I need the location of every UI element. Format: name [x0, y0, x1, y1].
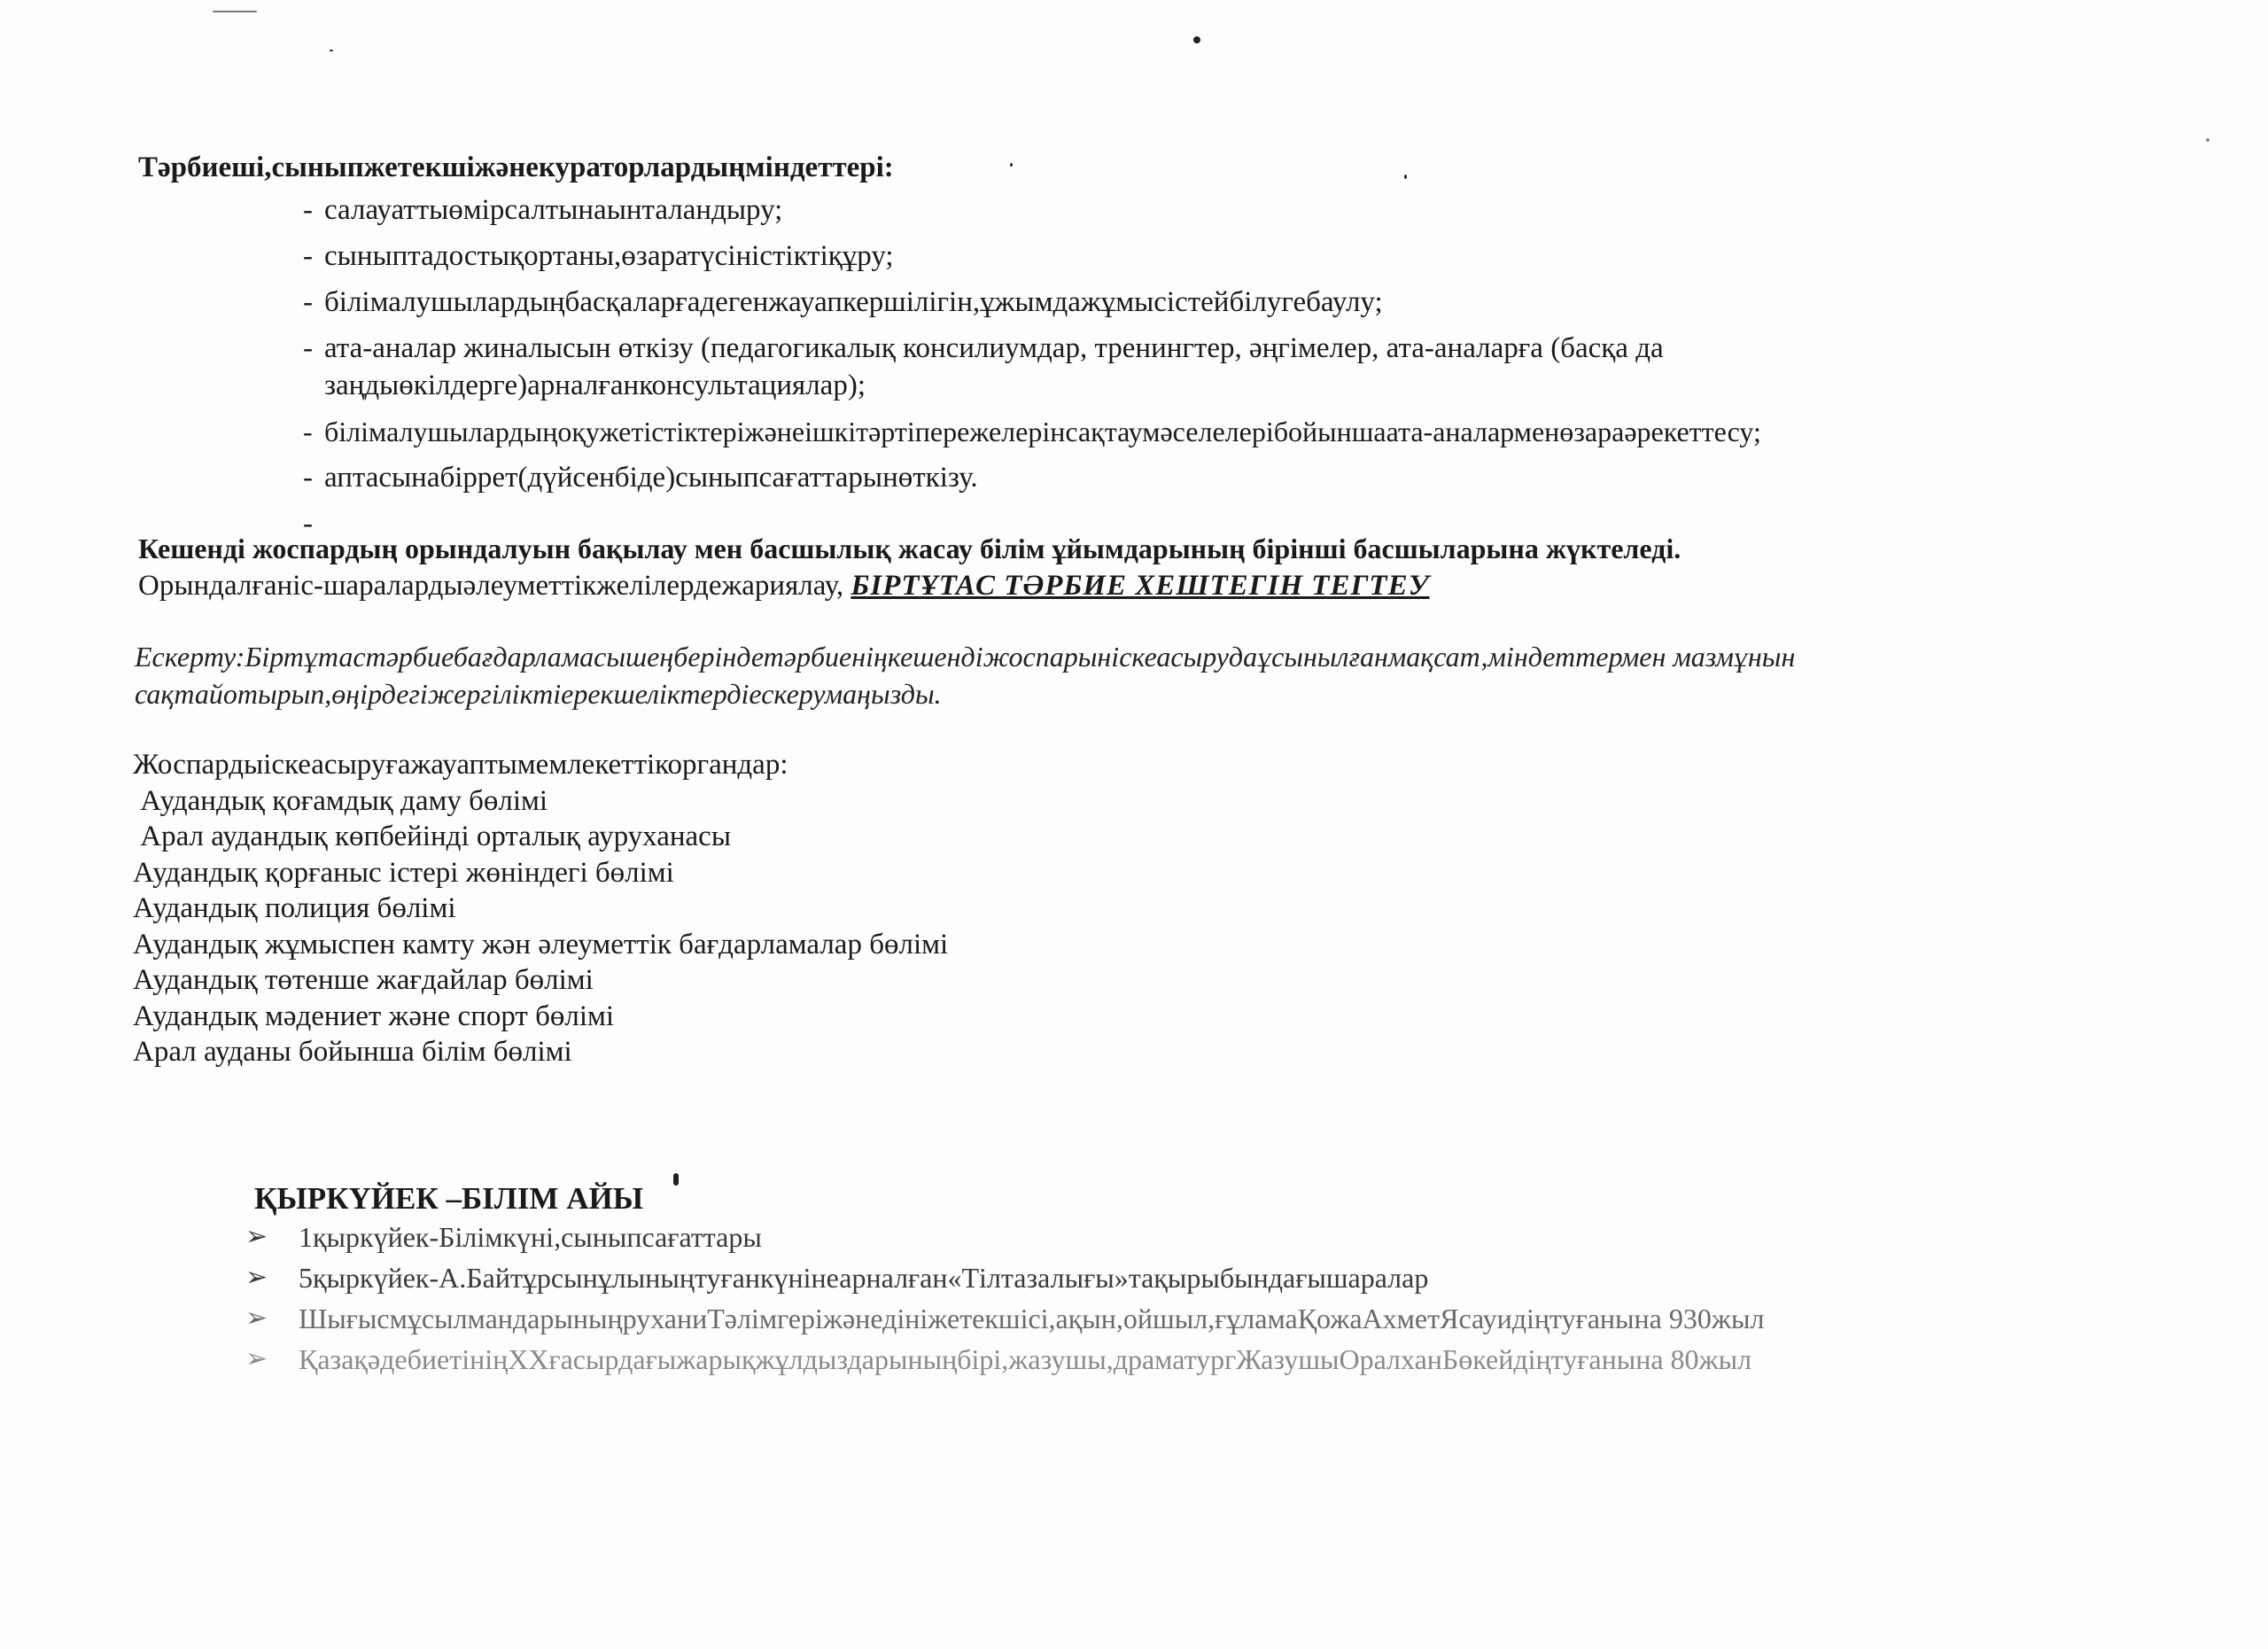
- scan-speck: [1010, 163, 1013, 167]
- duties-list-container: [303, 191, 1915, 540]
- scan-speck: [2206, 138, 2210, 142]
- agency-item: Аудандық мәдениет және спорт бөлімі: [133, 1000, 615, 1032]
- september-events-container: [245, 1217, 1764, 1380]
- agencies-title: Жоспардыіскеасыруғажауаптымемлекеттікоргандар:: [133, 749, 788, 781]
- agency-item: Аудандық полиция бөлімі: [133, 892, 456, 924]
- duty-item: - білімалушылардыңоқужетістіктеріжәнеішкітәртіпережелерінсақтаумәселелерібойыншаата-аналарменөзараәрекеттесу;: [303, 416, 1761, 447]
- publication-line: [138, 568, 1430, 604]
- event-item: ➢ ҚазақәдебиетініңXXғасырдағыжарықжұлдыздарыныңбірі,жазушы,драматургЖазушыОралханБөкейдіңтуғанына 80жыл: [245, 1339, 1764, 1380]
- duty-item: - аптасынабіррет(дүйсенбіде)сыныпсағаттарынөткізу.: [303, 462, 978, 494]
- event-item: ➢ 5қыркүйек-А.Байтұрсынұлыныңтуғанкүнінеарналған«Тілтазалығы»тақырыбындағышаралар: [245, 1257, 1764, 1298]
- arrow-bullet-icon: ➢: [245, 1303, 268, 1334]
- duty-item: - ата-аналар жиналысын өткізу (педагогикалық консилиумдар, тренингтер, әңгімелер, ата-аналарға (басқа да заңдыөкілдерге)арналғанконсультациялар);: [303, 332, 1664, 401]
- agency-item: Аудандық қоғамдық даму бөлімі: [133, 784, 548, 817]
- publication-text: Орындалғаніс-шаралардыәлеуметтікжелілердежариялау,: [138, 570, 851, 602]
- scan-speck: [1193, 36, 1200, 43]
- agencies-section: [133, 747, 948, 1070]
- arrow-bullet-icon: ➢: [245, 1262, 268, 1293]
- september-events: [245, 1217, 1764, 1380]
- duty-item: - сыныптадостықортаны,өзаратүсіністіктіқұру;: [303, 240, 894, 272]
- september-title: ҚЫРКҮЙЕК –БІЛІМ АЙЫ: [254, 1181, 644, 1216]
- hashtag-text: БІРТҰТАС ТӘРБИЕ ХЕШТЕГІН ТЕГТЕУ: [850, 570, 1430, 602]
- arrow-bullet-icon: ➢: [245, 1343, 268, 1374]
- duty-item: - білімалушылардыңбасқаларғадегенжауапкершілігін,ұжымдажұмысістейбілугебаулу;: [303, 286, 1383, 318]
- note-text: Ескерту:Біртұтастәрбиебағдарламасышеңберіндетәрбиеніңкешендіжоспарыніскеасырудаұсынылғанмақсат,міндеттермен мазмұнын сақтайотырып,өңірдегіжергіліктіерекшеліктердіескерумаңызды.: [135, 641, 1796, 710]
- agency-item: Аудандық жұмыспен камту жән әлеуметтік бағдарламалар бөлімі: [133, 928, 949, 961]
- control-statement: Кешенді жоспардың орындалуын бақылау мен басшылық жасау білім ұйымдарының бірінші басшыларына жүктеледі.: [138, 533, 1682, 564]
- event-item: ➢ ШығысмұсылмандарыныңруханиТәлімгеріжәнедініжетекшісі,ақын,ойшыл,ғұламаҚожаАхметЯсауидіңтуғанына 930жыл: [245, 1298, 1764, 1339]
- agency-item: Арал ауданы бойынша білім бөлімі: [133, 1036, 572, 1068]
- duties-list: - салауаттыөмірсалтынаынталандыру; - сыныптадостықортаны,өзаратүсіністіктіқұру; - білімалушылардыңбасқаларғадегенжауапкершілігін,ұжымдажұмысістейбілугебаулу; - ата-аналар жиналысын өткізу (педагогикалық консилиумдар, тренингтер, әңгімелер, ата-аналарға (басқа да заңдыөкілдерге)арналғанконсультациялар); - білімалушылардыңоқужетістіктеріжәнеішкітәртіпережелерінсақтаумәселелерібойыншаата-аналарменөзараәрекеттесу; - аптасынабіррет(дүйсенбіде)сыныпсағаттарынөткізу. -: [303, 191, 1915, 496]
- scan-speck: [330, 50, 333, 51]
- scan-speck: [673, 1173, 679, 1186]
- agency-item: Аудандық төтенше жағдайлар бөлімі: [133, 964, 594, 996]
- scan-speck: [1404, 175, 1407, 179]
- duty-item: - салауаттыөмірсалтынаынталандыру;: [303, 194, 783, 226]
- scan-speck: [213, 11, 257, 12]
- agency-item: Аудандық қорғаныс істері жөніндегі бөлімі: [133, 856, 674, 889]
- agency-item: Арал аудандық көпбейінді орталық ауруханасы: [133, 821, 731, 852]
- event-item: ➢ 1қыркүйек-Білімкүні,сыныпсағаттары: [245, 1217, 1764, 1257]
- arrow-bullet-icon: ➢: [245, 1221, 268, 1252]
- duties-title: Тәрбиеші,сыныпжетекшіжәнекураторлардыңміндеттері:: [138, 152, 894, 183]
